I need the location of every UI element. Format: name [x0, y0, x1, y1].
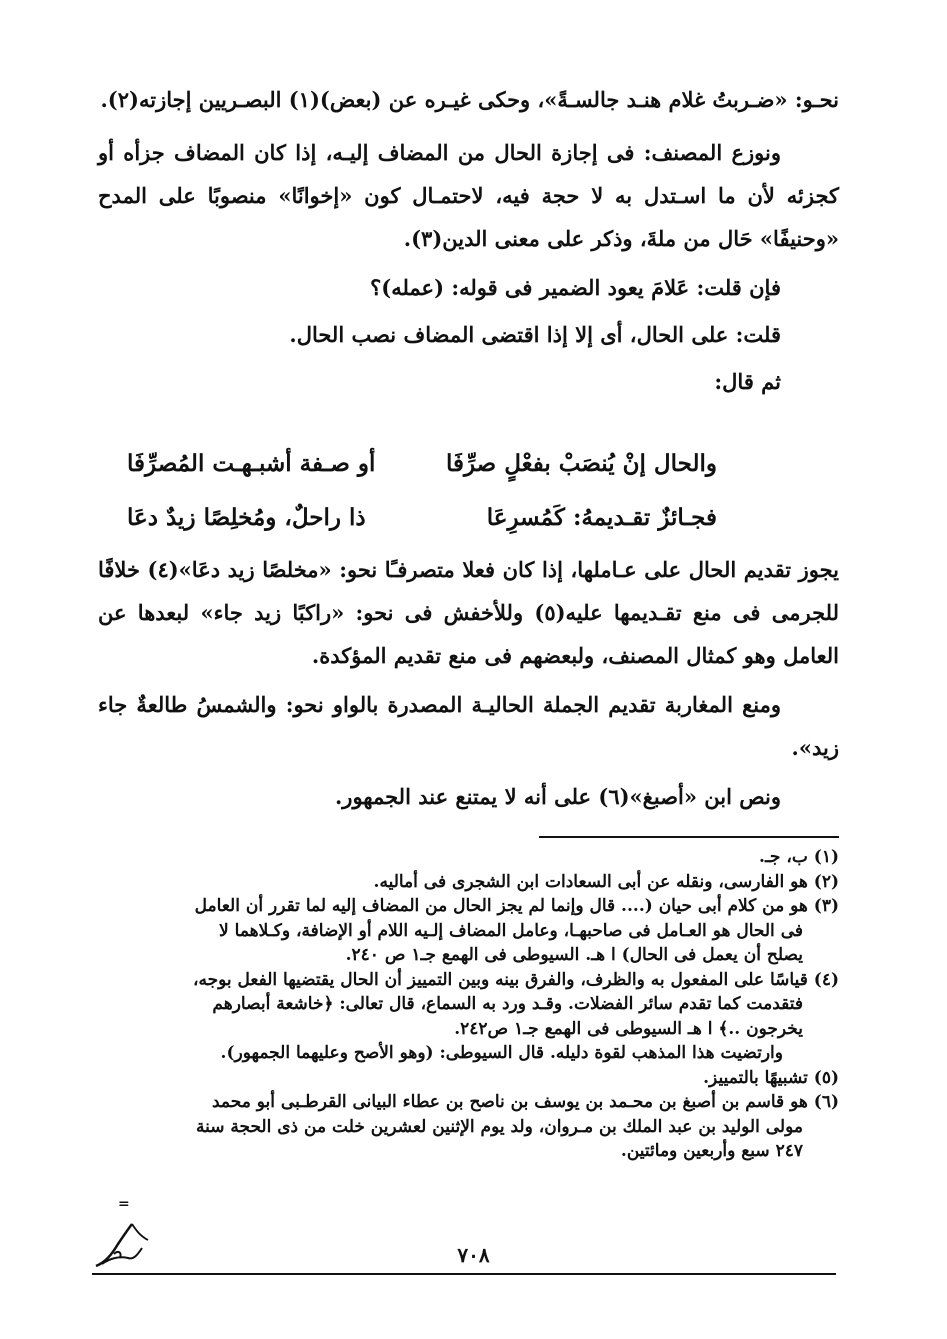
verse-first-hemistich: والحال إنْ يُنصَبْ بفعْلٍ صرِّفَا — [445, 450, 717, 477]
paragraph: ونوزع المصنف: فى إجازة الحال من المضاف إليـه، إذا كان المضاف جزأه أو كجزئه لأن ما اسـتدل به لا حجة فيه، لاحتمـال كون «إخوانًا» منصوبًا على المدح «وحنيفًا» حَال من ملةَ، وذكر على معنى الدين(٣). — [98, 140, 839, 251]
footnote — [98, 968, 839, 1066]
footnote-line: (٥) تشبيهًا بالتمييز. — [703, 1067, 839, 1088]
footnote — [98, 894, 839, 968]
continuation-mark: = — [118, 1196, 130, 1212]
page-number: ٧٠٨ — [457, 1243, 490, 1267]
footnote-separator — [539, 836, 839, 838]
bottom-rule — [92, 1273, 836, 1275]
footnote-line: (٣) هو من كلام أبى حيان (.... قال وإنما لم يجز الحال من المضاف إليه لما تقرر أن العامل — [194, 896, 839, 916]
footnote-line: ٢٤٧ سبع وأربعين ومائتين. — [620, 1141, 803, 1161]
then-said-line: ثم قال: — [714, 369, 781, 394]
answer-line: قلت: على الحال، أى إلا إذا اقتضى المضاف نصب الحال. — [289, 322, 781, 347]
footnote-line: (٢) هو الفارسى، ونقله عن أبى السعادات ابن الشجرى فى أماليه. — [373, 871, 839, 892]
verse-line — [127, 450, 717, 504]
main-text-bottom — [98, 548, 839, 818]
verse-second-hemistich: ذا راحلٌ، ومُخلِصًا زيدٌ دعَا — [127, 504, 366, 531]
footnote-line: (١) ب، جـ. — [759, 847, 839, 867]
verse-first-hemistich: فجـائزٌ تقـديمهُ: كَمُسرِعَا — [486, 504, 717, 531]
footnote-line: يخرجون ..﴾ ا هـ السيوطى فى الهمع جـ١ ص٢٤٢. — [454, 1018, 803, 1039]
main-text-top — [98, 78, 839, 403]
verse-block — [127, 450, 717, 558]
footnote-line: فى الحال هو العـامل فى صاحبهـا، وعامل المضاف إلـيه اللام أو الإضافة، وكـلاهما لا — [219, 920, 803, 941]
paragraph: نحـو: «ضـربتُ غلام هنـد جالسـةً»، وحكى غيـره عن (بعض)(١) البصـريين إجازته(٢). — [100, 87, 839, 112]
footnote — [98, 1090, 839, 1164]
footnote-line: وارتضيت هذا المذهب لقوة دليله. قال السيوطى: (وهو الأصح وعليهما الجمهور). — [220, 1043, 783, 1063]
footnote-line: فتقدمت كما تقدم سائر الفضلات. وقـد ورد به السماع، قال تعالى: ﴿خاشعة أبصارهم — [212, 994, 803, 1014]
footnote-line: (٤) قياسًا على المفعول به والظرف، والفرق بينه وبين التمييز أن الحال يقتضيها الفعل بوجه، — [192, 969, 839, 990]
question-line: فإن قلت: عَلامَ يعود الضمير فى قوله: (عمله)؟ — [370, 275, 781, 300]
footnote-line: مولى الوليد بن عبد الملك بن مـروان، ولد يوم الإثنين لعشرين خلت من ذى الحجة سنة — [195, 1116, 803, 1137]
footnote — [98, 1066, 839, 1091]
footnote-line: يصلح أن يعمل فى الحال) ا هـ. السيوطى فى الهمع جـ١ ص ٢٤٠. — [345, 945, 803, 965]
paragraph: ونص ابن «أصبغ»(٦) على أنه لا يمتنع عند الجمهور. — [335, 784, 781, 809]
footnote-line: (٦) هو قاسم بن أصبغ بن محـمد بن يوسف بن ناصح بن عطاء البيانى القرطـبى أبو محمد — [212, 1092, 839, 1112]
footnote — [98, 870, 839, 895]
footnotes — [98, 845, 839, 1164]
paragraph: يجوز تقديم الحال على عـاملها، إذا كان فعلا متصرفـًا نحو: «مخلصًا زيد دعَا»(٤) خلافًا للجرمى فى منع تقـديمها عليه(٥) وللأخفش فى نحو: «راكبًا زيد جاء» لبعدها عن العامل وهو كمثال المصنف، ولبعضهم فى منع تقديم المؤكدة. — [98, 557, 840, 668]
paragraph: ومنع المغاربة تقديم الجملة الحاليـة المصدرة بالواو نحو: والشمسُ طالعةٌ جاء زيد». — [98, 692, 839, 760]
verse-second-hemistich: أو صـفة أشبـهـت المُصرِّفَا — [127, 450, 376, 477]
footnote — [98, 845, 839, 870]
